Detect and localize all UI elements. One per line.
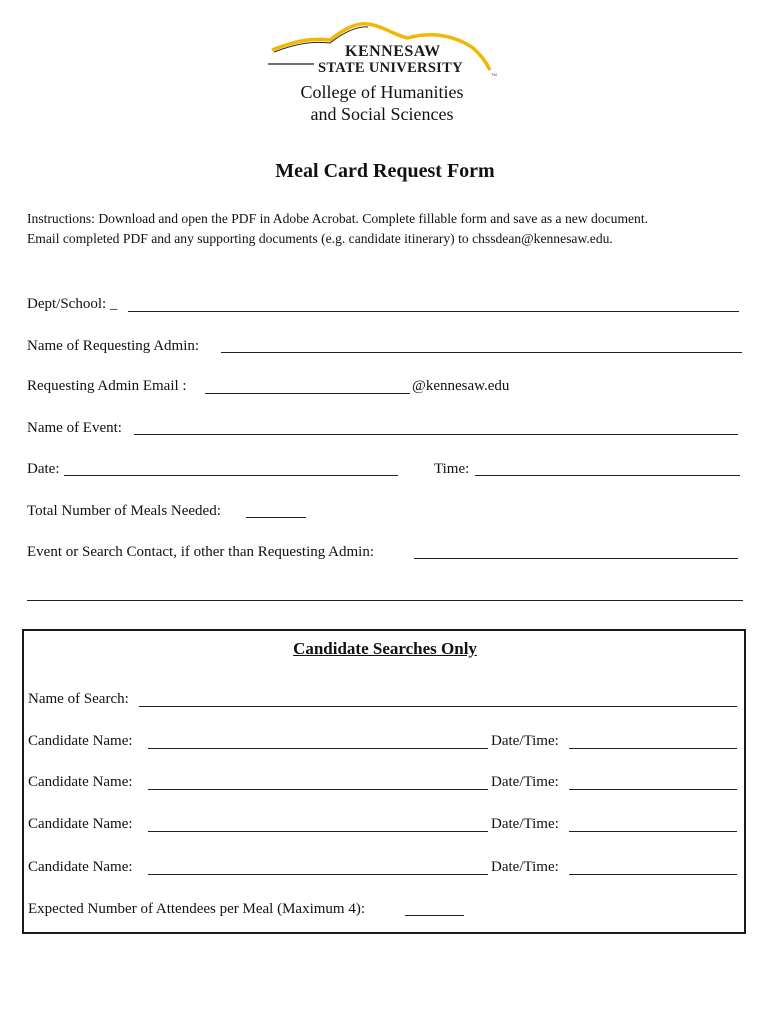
candidate-datetime-field[interactable] bbox=[569, 874, 737, 875]
candidate-name-label: Candidate Name: bbox=[28, 774, 133, 790]
admin-name-field[interactable] bbox=[221, 352, 742, 353]
contact-field[interactable] bbox=[414, 558, 738, 559]
email-domain-text: @kennesaw.edu bbox=[412, 378, 510, 394]
candidate-datetime-label: Date/Time: bbox=[491, 733, 559, 749]
candidate-name-field[interactable] bbox=[148, 789, 488, 790]
contact-field-continued[interactable] bbox=[27, 600, 743, 601]
kennesaw-state-logo bbox=[268, 18, 508, 80]
instructions-line2: Email completed PDF and any supporting documents (e.g. candidate itinerary) to chssdean@kennesaw.edu. bbox=[27, 231, 613, 246]
time-field[interactable] bbox=[475, 475, 740, 476]
attendees-field[interactable] bbox=[405, 915, 464, 916]
date-label: Date: bbox=[27, 461, 60, 477]
event-name-label: Name of Event: bbox=[27, 420, 122, 436]
logo-tm: TM bbox=[491, 72, 497, 77]
candidate-datetime-label: Date/Time: bbox=[491, 859, 559, 875]
candidate-datetime-field[interactable] bbox=[569, 789, 737, 790]
candidate-datetime-field[interactable] bbox=[569, 748, 737, 749]
date-field[interactable] bbox=[64, 475, 398, 476]
candidate-datetime-label: Date/Time: bbox=[491, 774, 559, 790]
candidate-name-field[interactable] bbox=[148, 831, 488, 832]
candidate-name-label: Candidate Name: bbox=[28, 816, 133, 832]
event-name-field[interactable] bbox=[134, 434, 738, 435]
form-title: Meal Card Request Form bbox=[275, 160, 495, 182]
college-name-line2: and Social Sciences bbox=[310, 104, 454, 124]
time-label: Time: bbox=[434, 461, 470, 477]
contact-label: Event or Search Contact, if other than Requesting Admin: bbox=[27, 544, 375, 560]
candidate-name-label: Candidate Name: bbox=[28, 733, 133, 749]
admin-email-label: Requesting Admin Email : bbox=[27, 378, 187, 394]
candidate-name-field[interactable] bbox=[148, 748, 488, 749]
candidate-datetime-field[interactable] bbox=[569, 831, 737, 832]
admin-name-label: Name of Requesting Admin: bbox=[27, 338, 200, 354]
dept-school-field[interactable] bbox=[128, 311, 739, 312]
meals-needed-label: Total Number of Meals Needed: bbox=[27, 503, 221, 519]
attendees-label: Expected Number of Attendees per Meal (Maximum 4): bbox=[28, 901, 365, 917]
candidate-name-label: Candidate Name: bbox=[28, 859, 133, 875]
logo-line1: KENNESAW bbox=[345, 43, 441, 60]
college-name-line1: College of Humanities bbox=[300, 82, 464, 102]
candidate-name-field[interactable] bbox=[148, 874, 488, 875]
candidate-datetime-label: Date/Time: bbox=[491, 816, 559, 832]
admin-email-field[interactable] bbox=[205, 393, 410, 394]
meals-needed-field[interactable] bbox=[246, 517, 306, 518]
candidate-searches-title: Candidate Searches Only bbox=[293, 639, 477, 658]
instructions-line1: Instructions: Download and open the PDF in Adobe Acrobat. Complete fillable form and save as a new document. bbox=[27, 211, 649, 226]
dept-school-label: Dept/School: _ bbox=[27, 296, 118, 312]
search-name-label: Name of Search: bbox=[28, 691, 129, 707]
logo-line2: STATE UNIVERSITY bbox=[318, 60, 463, 76]
search-name-field[interactable] bbox=[139, 706, 737, 707]
